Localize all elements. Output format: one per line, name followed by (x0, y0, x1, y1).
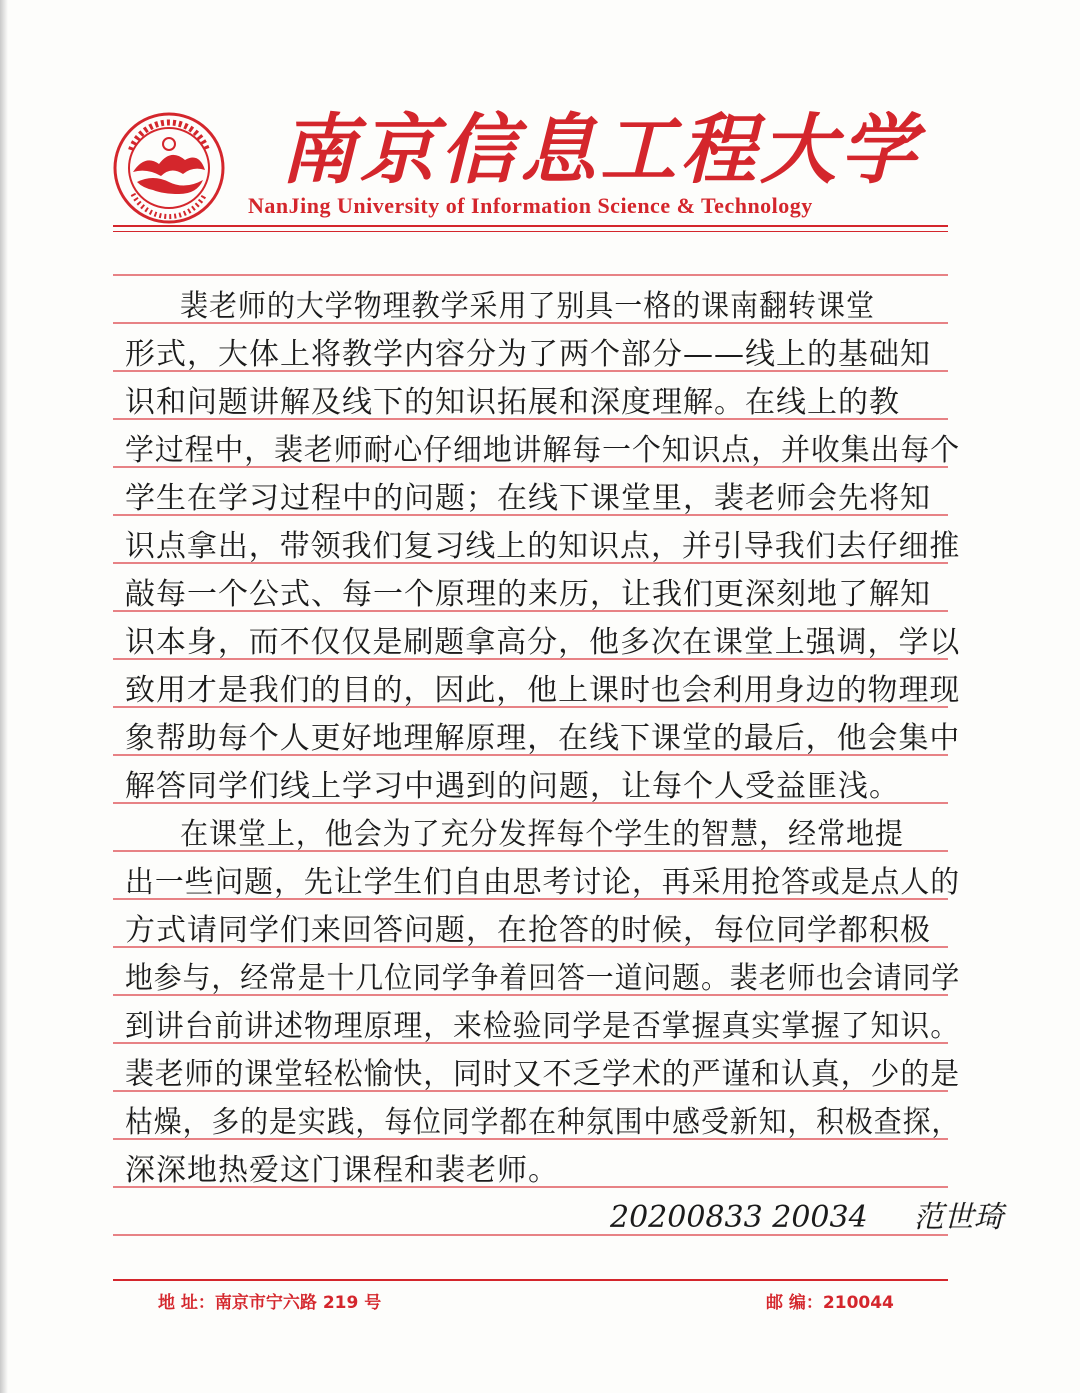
university-name-cn: 南京信息工程大学 (280, 105, 920, 194)
body-line-15: 地参与，经常是十几位同学争着回答一道问题。裴老师也会请同学 (125, 961, 961, 996)
body-line-2: 形式，大体上将教学内容分为了两个部分——线上的基础知 (125, 337, 931, 372)
student-name: 范世琦 (913, 1200, 1004, 1235)
body-line-3: 识和问题讲解及线下的知识拓展和深度理解。在线上的教 (125, 385, 900, 420)
body-line-16: 到讲台前讲述物理原理，来检验同学是否掌握真实掌握了知识。 (125, 1009, 961, 1044)
body-line-11: 解答同学们线上学习中遇到的问题，让每个人受益匪浅。 (125, 769, 900, 804)
footer-address: 地 址：南京市宁六路 219 号 (158, 1293, 382, 1313)
body-line-4: 学过程中，裴老师耐心仔细地讲解每一个知识点，并收集出每个 (125, 433, 961, 468)
body-line-19: 深深地热爱这门课程和裴老师。 (125, 1153, 559, 1188)
body-line-1: 裴老师的大学物理教学采用了别具一格的课南翻转课堂 (180, 289, 875, 324)
body-line-12: 在课堂上，他会为了充分发挥每个学生的智慧，经常地提 (180, 817, 904, 852)
footer-postcode: 邮 编：210044 (766, 1293, 894, 1313)
student-id: 20200833 20034 (610, 1200, 868, 1235)
body-line-17: 裴老师的课堂轻松愉快，同时又不乏学术的严谨和认真，少的是 (125, 1057, 961, 1092)
body-line-6: 识点拿出，带领我们复习线上的知识点，并引导我们去仔细推 (125, 529, 961, 564)
footer-divider (113, 1279, 948, 1281)
body-line-7: 敲每一个公式、每一个原理的来历，让我们更深刻地了解知 (125, 577, 931, 612)
body-line-18: 枯燥，多的是实践，每位同学都在种氛围中感受新知，积极查探， (125, 1105, 961, 1140)
university-name-en: NanJing University of Information Science & Technology (248, 193, 813, 218)
body-line-9: 致用才是我们的目的，因此，他上课时也会利用身边的物理现 (125, 673, 961, 708)
body-line-10: 象帮助每个人更好地理解原理，在线下课堂的最后，他会集中 (125, 721, 961, 756)
signature-block (610, 1192, 1004, 1236)
body-line-8: 识本身，而不仅仅是刷题拿高分，他多次在课堂上强调，学以 (125, 625, 961, 660)
body-line-14: 方式请同学们来回答问题，在抢答的时候，每位同学都积极 (125, 913, 931, 948)
body-line-13: 出一些问题，先让学生们自由思考讨论，再采用抢答或是点人的 (125, 865, 961, 900)
body-line-5: 学生在学习过程中的问题；在线下课堂里，裴老师会先将知 (125, 481, 931, 516)
